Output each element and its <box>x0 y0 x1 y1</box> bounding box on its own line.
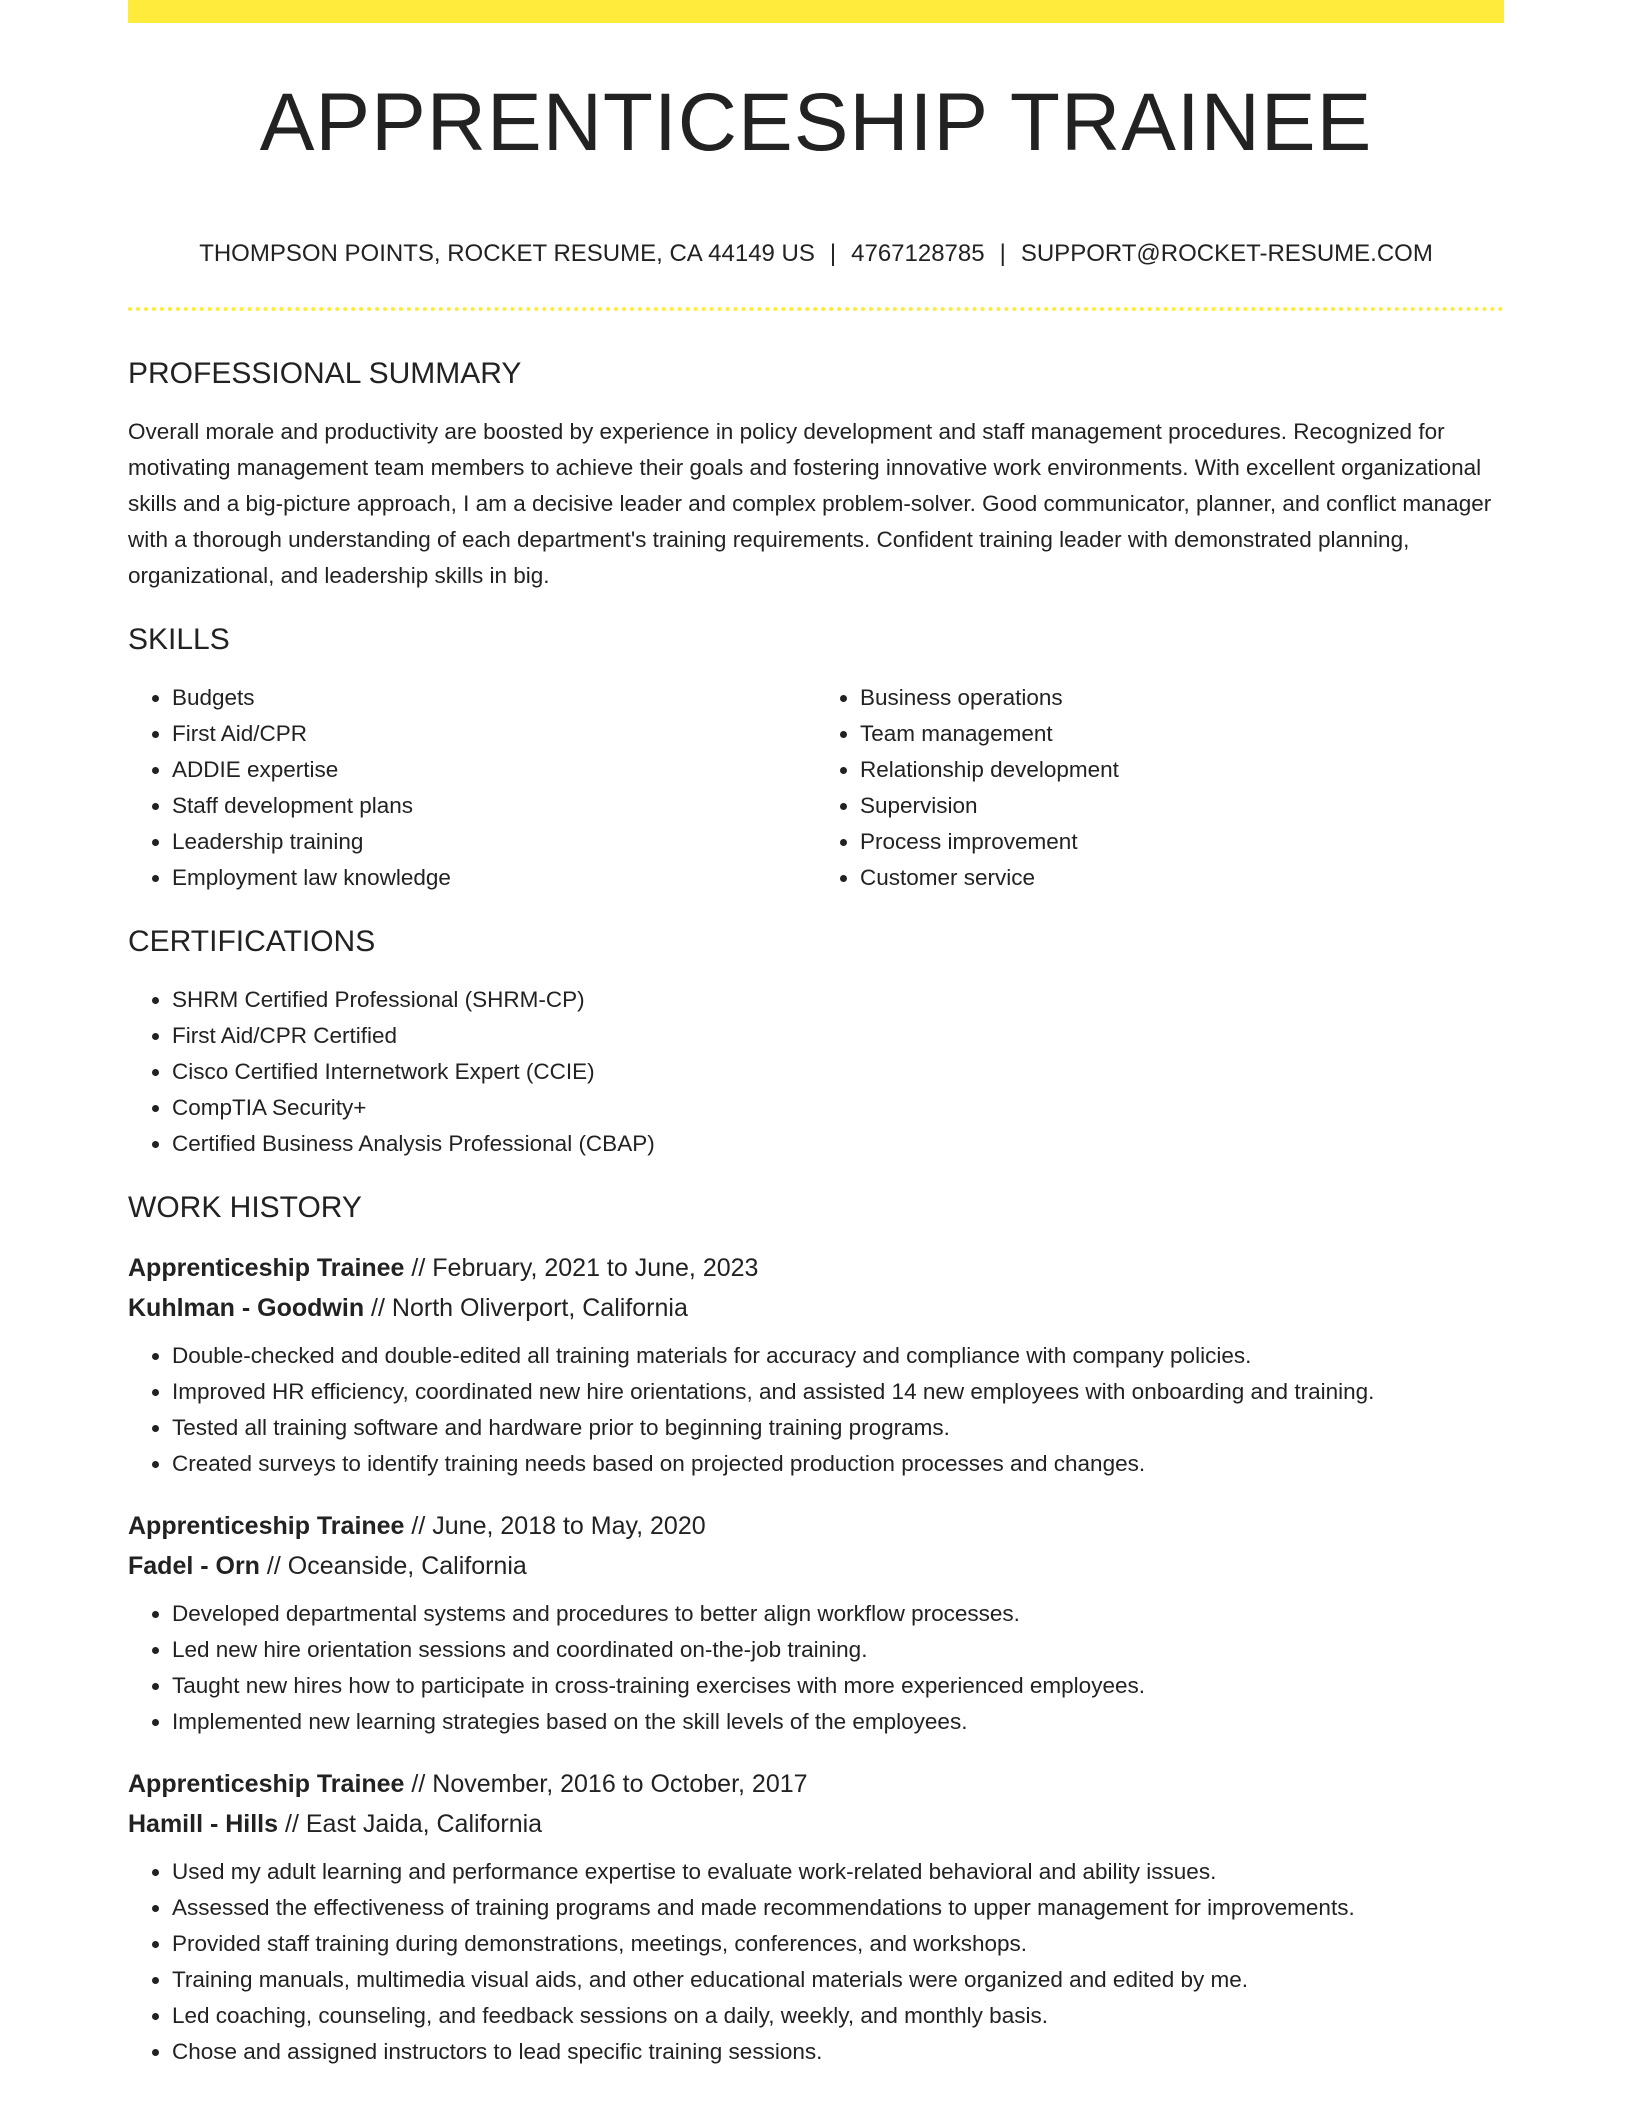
skills-column-right <box>816 680 1504 896</box>
contact-line <box>128 236 1504 272</box>
job-location: East Jaida, California <box>305 1810 543 1838</box>
section-title-summary: PROFESSIONAL SUMMARY <box>128 357 522 390</box>
certifications-list <box>128 982 1504 1162</box>
contact-address: THOMPSON POINTS, ROCKET RESUME, CA 44149 US <box>199 240 815 267</box>
contact-email: SUPPORT@ROCKET-RESUME.COM <box>1020 240 1433 267</box>
job-bullet: • Implemented new learning strategies based on the skill levels of the employees. <box>172 1704 1504 1740</box>
job-bullet: • Training manuals, multimedia visual aids, and other educational materials were organized and edited by me. <box>172 1962 1504 1998</box>
job-bullet: • Provided staff training during demonstrations, meetings, conferences, and workshops. <box>172 1926 1504 1962</box>
job-bullet: • Improved HR efficiency, coordinated new hire orientations, and assisted 14 new employees with onboarding and training. <box>172 1374 1504 1410</box>
certification-item: • First Aid/CPR Certified <box>172 1018 1504 1054</box>
skill-item: • Relationship development <box>860 752 1504 788</box>
skill-item: • Employment law knowledge <box>172 860 816 896</box>
job-bullet-list <box>128 1596 1504 1740</box>
job-bullet: • Taught new hires how to participate in cross-training exercises with more experienced employees. <box>172 1668 1504 1704</box>
resume-page <box>128 0 1504 2112</box>
job-dates: February, 2021 to June, 2023 <box>432 1254 759 1282</box>
job-bullet: • Tested all training software and hardware prior to beginning training programs. <box>172 1410 1504 1446</box>
job-role: Apprenticeship Trainee <box>128 1770 405 1798</box>
job-separator: // <box>285 1810 299 1838</box>
job-role-line <box>128 1248 1504 1288</box>
job-entry <box>128 1248 1504 1482</box>
job-bullet-list <box>128 1854 1504 2070</box>
summary-section <box>128 354 1504 594</box>
job-bullet: • Created surveys to identify training needs based on projected production processes and changes. <box>172 1446 1504 1482</box>
skill-item: • Customer service <box>860 860 1504 896</box>
summary-text: Overall morale and productivity are boosted by experience in policy development and staff management procedures. Recognized for motivating management team members to achieve their goals and fostering innovative work environments. With excellent organizational skills and a big-picture approach, I am a decisive leader and complex problem-solver. Good communicator, planner, and conflict manager with a thorough understanding of each department's training requirements. Confident training leader with demonstrated planning, organizational, and leadership skills in big. <box>128 419 1492 588</box>
skill-item: • Process improvement <box>860 824 1504 860</box>
job-role: Apprenticeship Trainee <box>128 1254 405 1282</box>
contact-separator: | <box>829 240 837 267</box>
section-title-work-history: WORK HISTORY <box>128 1191 362 1224</box>
certification-item: • Cisco Certified Internetwork Expert (CCIE) <box>172 1054 1504 1090</box>
job-entry <box>128 1764 1504 2070</box>
skill-item: • Business operations <box>860 680 1504 716</box>
skills-column-left <box>128 680 816 896</box>
job-role: Apprenticeship Trainee <box>128 1512 405 1540</box>
work-history-section <box>128 1188 1504 2070</box>
section-title-certifications: CERTIFICATIONS <box>128 925 376 958</box>
job-bullet: • Double-checked and double-edited all training materials for accuracy and compliance with company policies. <box>172 1338 1504 1374</box>
job-dates: November, 2016 to October, 2017 <box>432 1770 808 1798</box>
resume-content <box>128 354 1504 2094</box>
skills-grid <box>128 680 1504 896</box>
job-bullet: • Used my adult learning and performance expertise to evaluate work-related behavioral and ability issues. <box>172 1854 1504 1890</box>
dotted-divider <box>128 307 1504 311</box>
certification-item: • SHRM Certified Professional (SHRM-CP) <box>172 982 1504 1018</box>
job-company: Hamill - Hills <box>128 1810 279 1838</box>
job-bullet: • Led coaching, counseling, and feedback sessions on a daily, weekly, and monthly basis. <box>172 1998 1504 2034</box>
job-company-line <box>128 1546 1504 1586</box>
skill-item: • Budgets <box>172 680 816 716</box>
job-bullet: • Assessed the effectiveness of training programs and made recommendations to upper management for improvements. <box>172 1890 1504 1926</box>
job-separator: // <box>266 1552 281 1580</box>
job-separator: // <box>411 1254 426 1282</box>
job-company: Kuhlman - Goodwin <box>128 1294 365 1322</box>
skill-item: • Team management <box>860 716 1504 752</box>
job-bullet: • Chose and assigned instructors to lead specific training sessions. <box>172 2034 1504 2070</box>
skill-item: • Supervision <box>860 788 1504 824</box>
job-separator: // <box>411 1770 426 1798</box>
certification-item: • Certified Business Analysis Professional (CBAP) <box>172 1126 1504 1162</box>
section-title-skills: SKILLS <box>128 623 230 656</box>
certifications-section <box>128 922 1504 1162</box>
candidate-title: APPRENTICESHIP TRAINEE <box>259 77 1373 168</box>
certification-item: • CompTIA Security+ <box>172 1090 1504 1126</box>
skill-item: • Staff development plans <box>172 788 816 824</box>
job-company-line <box>128 1804 1504 1844</box>
job-separator: // <box>371 1294 385 1322</box>
contact-phone: 4767128785 <box>851 240 985 267</box>
accent-top-bar <box>128 0 1504 23</box>
job-role-line <box>128 1506 1504 1546</box>
job-entry <box>128 1506 1504 1740</box>
job-location: Oceanside, California <box>287 1552 527 1580</box>
skill-item: • ADDIE expertise <box>172 752 816 788</box>
job-location: North Oliverport, California <box>391 1294 688 1322</box>
contact-separator: | <box>999 240 1006 267</box>
job-company-line <box>128 1288 1504 1328</box>
job-dates: June, 2018 to May, 2020 <box>432 1512 706 1540</box>
skill-item: • First Aid/CPR <box>172 716 816 752</box>
job-role-line <box>128 1764 1504 1804</box>
skill-item: • Leadership training <box>172 824 816 860</box>
skills-section <box>128 620 1504 896</box>
job-bullet: • Developed departmental systems and procedures to better align workflow processes. <box>172 1596 1504 1632</box>
job-bullet: • Led new hire orientation sessions and coordinated on-the-job training. <box>172 1632 1504 1668</box>
job-separator: // <box>411 1512 426 1540</box>
job-company: Fadel - Orn <box>128 1552 260 1580</box>
job-bullet-list <box>128 1338 1504 1482</box>
